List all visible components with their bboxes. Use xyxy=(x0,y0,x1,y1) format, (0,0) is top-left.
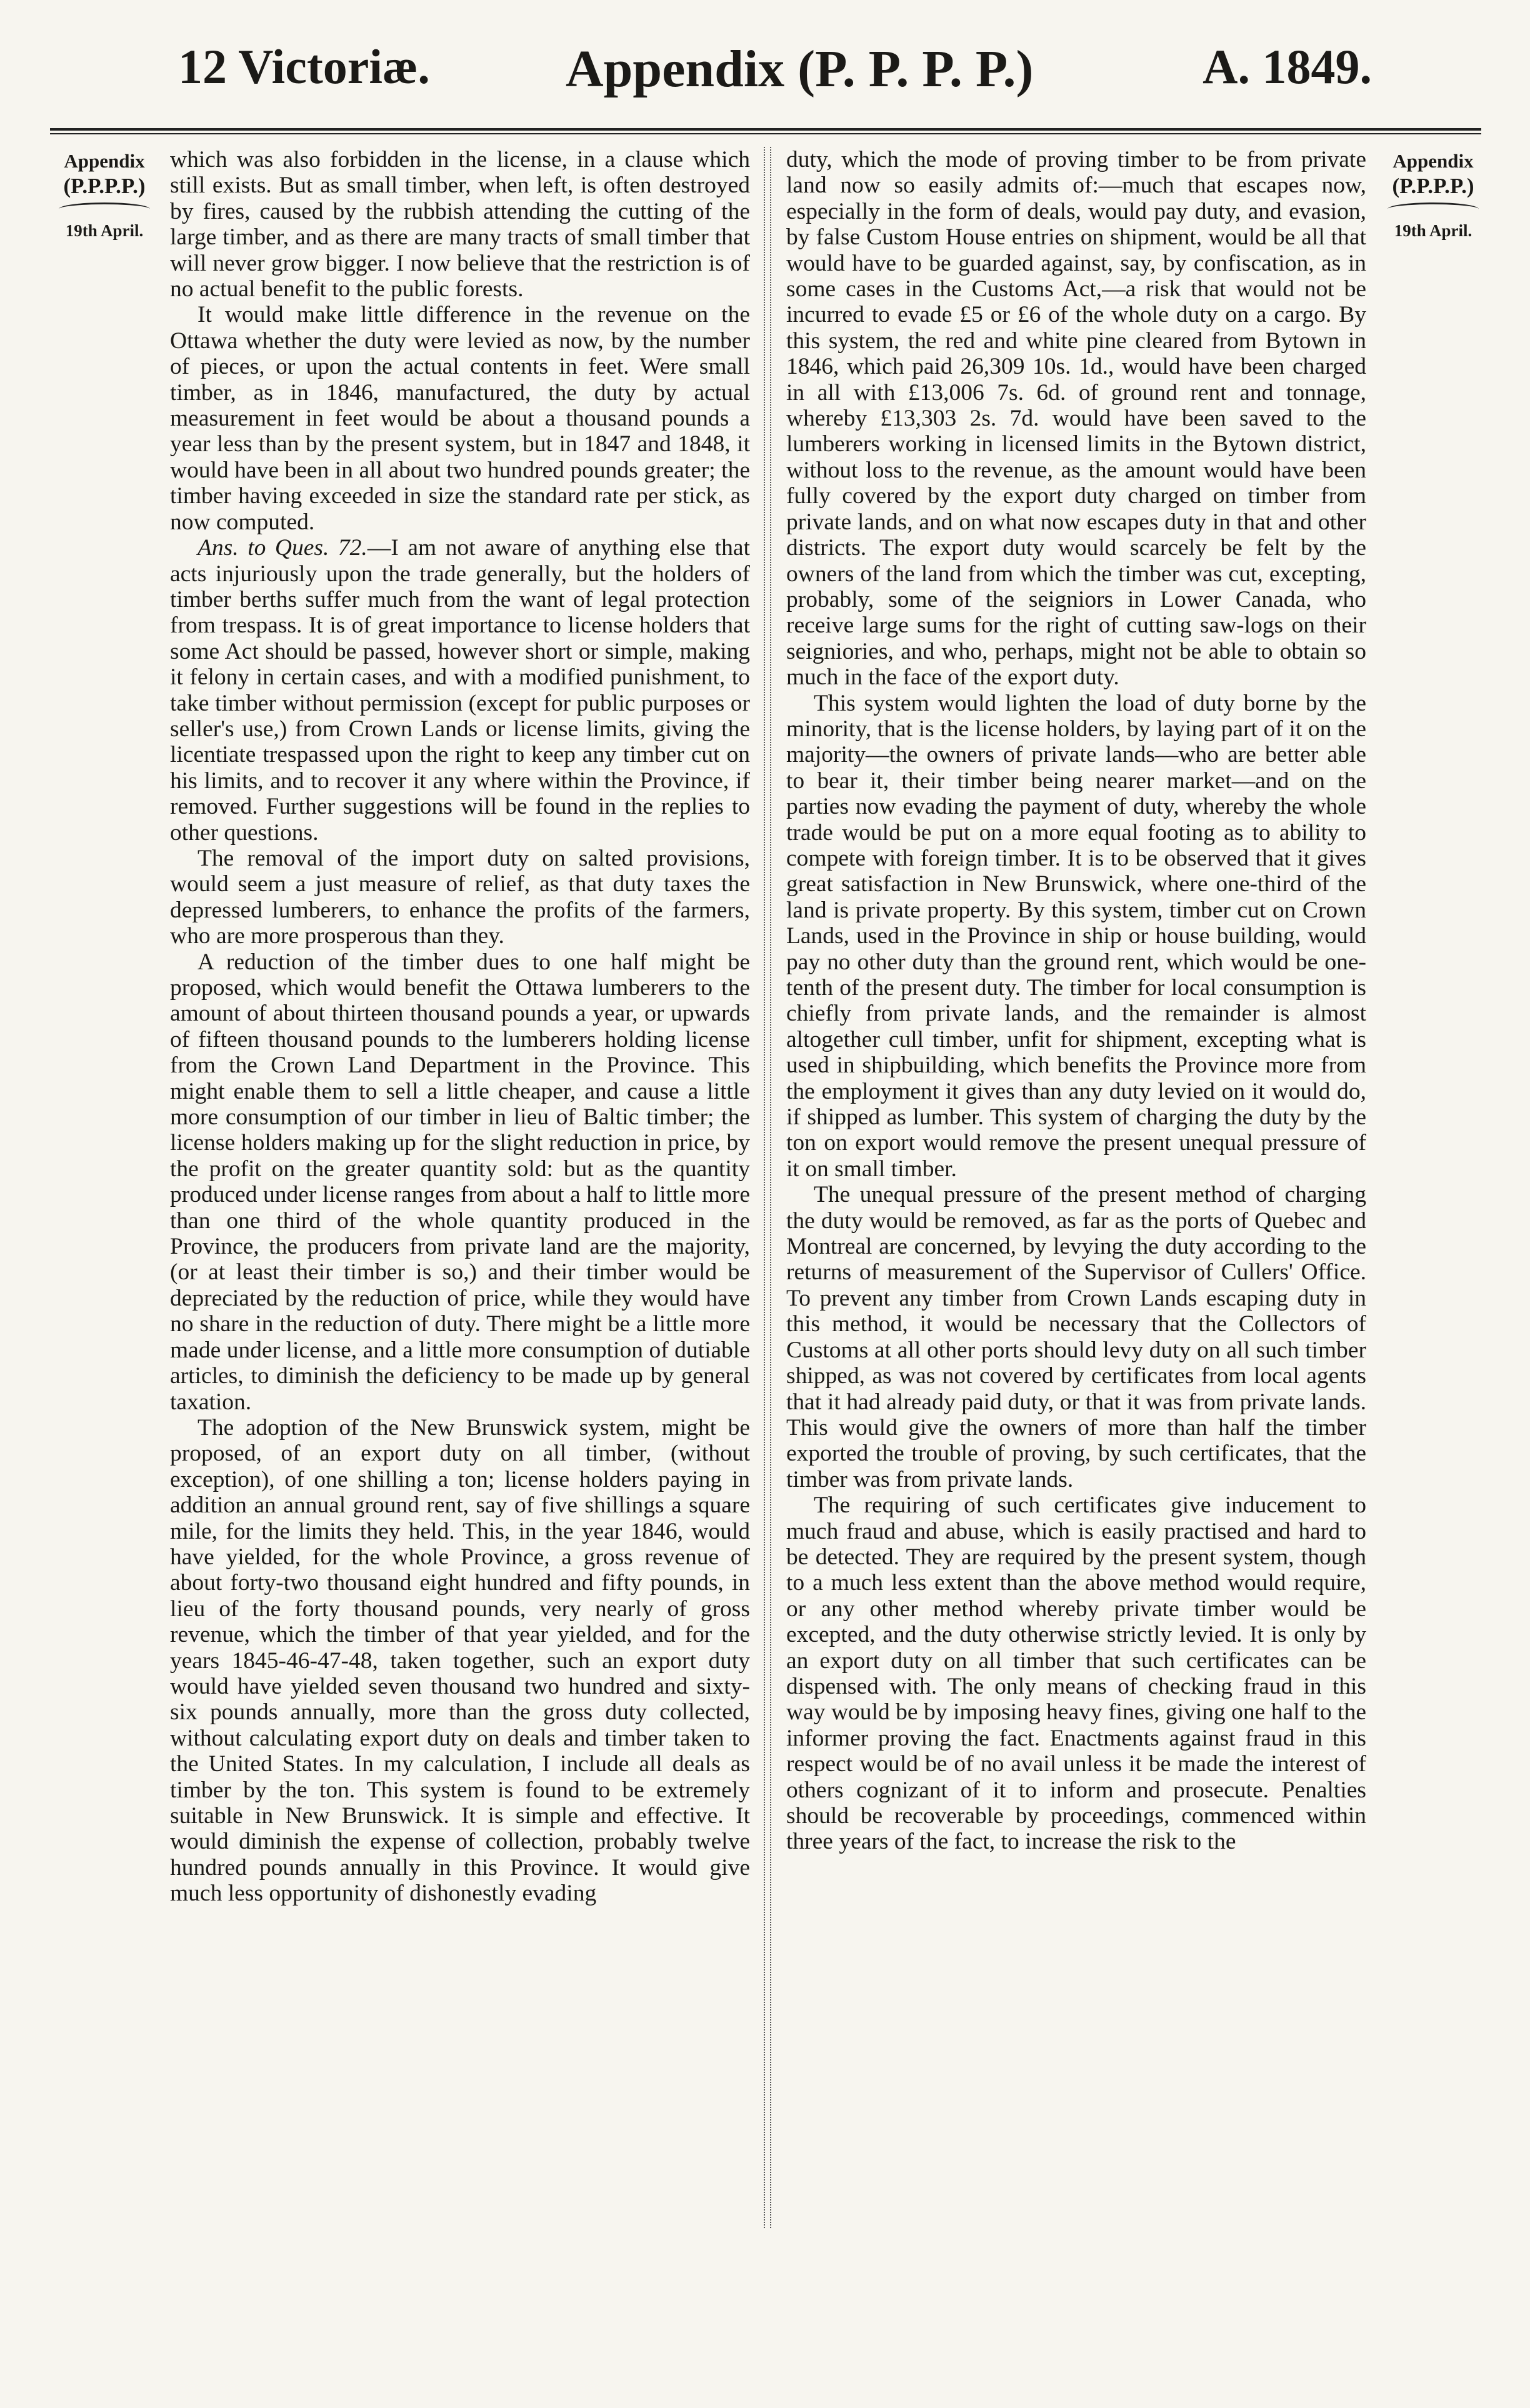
margin-note-series: (P.P.P.P.) xyxy=(63,174,146,198)
paragraph: duty, which the mode of proving timber to be from private land now so easily admits of:—much that escapes now, especially in the form of deals, would pay duty, and evasion, by false Custom House entries on shipment, would be all that would have to be guarded against, say, by confiscation, as in some cases in the Customs Act,—a risk that would not be incurred to evade £5 or £6 of the whole duty on a cargo. By this system, the red and white pine cleared from Bytown in 1846, which paid 26,309 10s. 1d., would have been charged in all with £13,006 7s. 6d. of ground rent and tonnage, whereby £13,303 2s. 7d. would have been saved to the lumberers working in licensed limits in the Bytown district, without loss to the revenue, as the amount would have been fully covered by the export duty charged on timber from private lands, and on what now escapes duty in that and other districts. The export duty would scarcely be felt by the owners of the land from which the timber was cut, excepting, probably, some of the seigniors in Lower Canada, who receive large sums for the right of cutting saw-logs on their seigniories, and who, perhaps, might not be able to obtain so much in the face of the export duty. xyxy=(786,147,1366,691)
paragraph: The unequal pressure of the present method of charging the duty would be removed, as far as the ports of Quebec and Montreal are concerned, by levying the duty according to the returns of measurement of the Supervisor of Cullers' Office. To prevent any timber from Crown Lands escaping duty in this method, it would be necessary that the Collectors of Customs at all other ports should levy duty on all such timber shipped, as was not covered by certificates from local agents that it had already paid duty, or that it was from private lands. This would give the owners of more than half the timber exported the trouble of proving, by such certificates, that the timber was from private lands. xyxy=(786,1182,1366,1492)
paragraph: It would make little difference in the revenue on the Ottawa whether the duty were levied as now, by the number of pieces, or upon the actual contents in feet. Were small timber, as in 1846, manufactured, the duty by actual measurement in feet would be about a thousand pounds a year less than by the present system, but in 1847 and 1848, it would have been in all about two hundred pounds greater; the timber having exceeded in size the standard rate per stick, as now computed. xyxy=(170,302,750,535)
header-rule-thin xyxy=(50,133,1481,134)
brace-ornament xyxy=(59,202,150,216)
margin-note-title: Appendix xyxy=(64,150,145,172)
paragraph: The adoption of the New Brunswick system, might be proposed, of an export duty on all timber, (without exception), of one shilling a ton; license holders paying in addition an annual ground rent, say of five shillings a square mile, for the limits they held. This, in the year 1846, would have yielded, for the whole Province, a gross revenue of about forty-two thousand eight hundred and fifty pounds, in lieu of the forty thousand pounds, very nearly of gross revenue, which the timber of that year yielded, and for the years 1845-46-47-48, taken together, such an export duty would have yielded seven thousand two hundred and sixty-six pounds annually, more than the gross duty collected, without calculating export duty on deals and timber taken to the United States. In my calculation, I include all deals as timber by the ton. This system is found to be extremely suitable in New Brunswick. It is simple and effective. It would diminish the expense of collection, probably twelve hundred pounds annually in this Province. It would give much less opportunity of dishonestly evading xyxy=(170,1414,750,1907)
header-year: A. 1849. xyxy=(1202,39,1372,94)
paragraph-body: —I am not aware of anything else that acts injuriously upon the trade generally, but the holders of timber berths suffer much from the want of legal protection from trespass. It is of great importance to license holders that some Act should be passed, however short or simple, making it felony in certain cases, and with a modified punishment, to take timber without permission (except for public purposes or seller's use,) from Crown Lands or license limits, giving the licentiate trespassed upon the right to keep any timber cut on his limits, and to recover it any where within the Province, if removed. Further suggestions will be found in the replies to other questions. xyxy=(170,535,750,846)
header-session: 12 Victoriæ. xyxy=(178,39,430,94)
text-column-right xyxy=(786,147,1366,2228)
margin-note-right xyxy=(1380,149,1486,243)
margin-note-date: 19th April. xyxy=(1394,221,1472,240)
running-header xyxy=(178,39,1372,107)
paragraph: The removal of the import duty on salted provisions, would seem a just measure of relief, as that duty taxes the depressed lumberers, to enhance the profits of the farmers, who are more prosperous than they. xyxy=(170,845,750,949)
paragraph xyxy=(170,535,750,846)
margin-note-left xyxy=(51,149,158,243)
paragraph: This system would lighten the load of duty borne by the minority, that is the license holders, by laying part of it on the majority—the owners of private lands—who are better able to bear it, their timber being nearer market—and on the parties now evading the payment of duty, whereby the whole trade would be put on a more equal footing as to ability to compete with foreign timber. It is to be observed that it gives great satisfaction in New Brunswick, where one-third of the land is private property. By this system, timber cut on Crown Lands, used in the Province in ship or house building, would pay no other duty than the ground rent, which would be one-tenth of the present duty. The timber for local consumption is chiefly from private lands, and the remainder is almost altogether cull timber, unfit for shipment, excepting what is used in shipbuilding, which benefits the Province more from the employment it gives than any duty levied on it would do, if shipped as lumber. This system of charging the duty by the ton on export would remove the present unequal pressure of it on small timber. xyxy=(786,690,1366,1182)
margin-note-date: 19th April. xyxy=(65,221,144,240)
paragraph: The requiring of such certificates give inducement to much fraud and abuse, which is easily practised and hard to be detected. They are required by the present system, though to a much less extent than the above method would require, or any other method whereby private timber would be excepted, and the duty otherwise strictly levied. It is only by an export duty on all timber that such certificates can be dispensed with. The only means of checking fraud in this way would be by imposing heavy fines, giving one half to the informer proving the fact. Enactments against fraud in this respect would be of no avail unless it be made the interest of others cognizant of it to inform and prosecute. Penalties should be recoverable by proceedings, commenced within three years of the fact, to increase the risk to the xyxy=(786,1492,1366,1855)
paragraph: which was also forbidden in the license, in a clause which still exists. But as small timber, when left, is often destroyed by fires, caused by the rubbish attending the cutting of the large timber, and as there are many tracts of small timber that will never grow bigger. I now believe that the restriction is of no actual benefit to the public forests. xyxy=(170,147,750,302)
answer-reference: Ans. to Ques. 72. xyxy=(198,535,368,561)
text-column-left xyxy=(170,147,750,2228)
paragraph: A reduction of the timber dues to one half might be proposed, which would benefit the Ottawa lumberers to the amount of about thirteen thousand pounds a year, or upwards of fifteen thousand pounds to the lumberers holding license from the Crown Land Department in the Province. This might enable them to sell a little cheaper, and cause a little more consumption of our timber in lieu of Baltic timber; the license holders making up for the slight reduction in price, by the profit on the greater quantity sold: but as the quantity produced under license ranges from about a half to little more than one third of the whole quantity produced in the Province, the producers from private land are the majority, (or at least their timber is so,) and their timber would be depreciated by the reduction of price, while they would have no share in the reduction of duty. There might be a little more made under license, and a little more consumption of dutiable articles, to diminish the deficiency to be made up by general taxation. xyxy=(170,949,750,1415)
brace-ornament xyxy=(1388,202,1479,216)
header-appendix-title: Appendix (P. P. P. P.) xyxy=(566,40,1034,98)
header-rule xyxy=(50,128,1481,131)
column-divider xyxy=(764,147,771,2228)
margin-note-title: Appendix xyxy=(1392,150,1474,172)
margin-note-series: (P.P.P.P.) xyxy=(1392,174,1474,198)
